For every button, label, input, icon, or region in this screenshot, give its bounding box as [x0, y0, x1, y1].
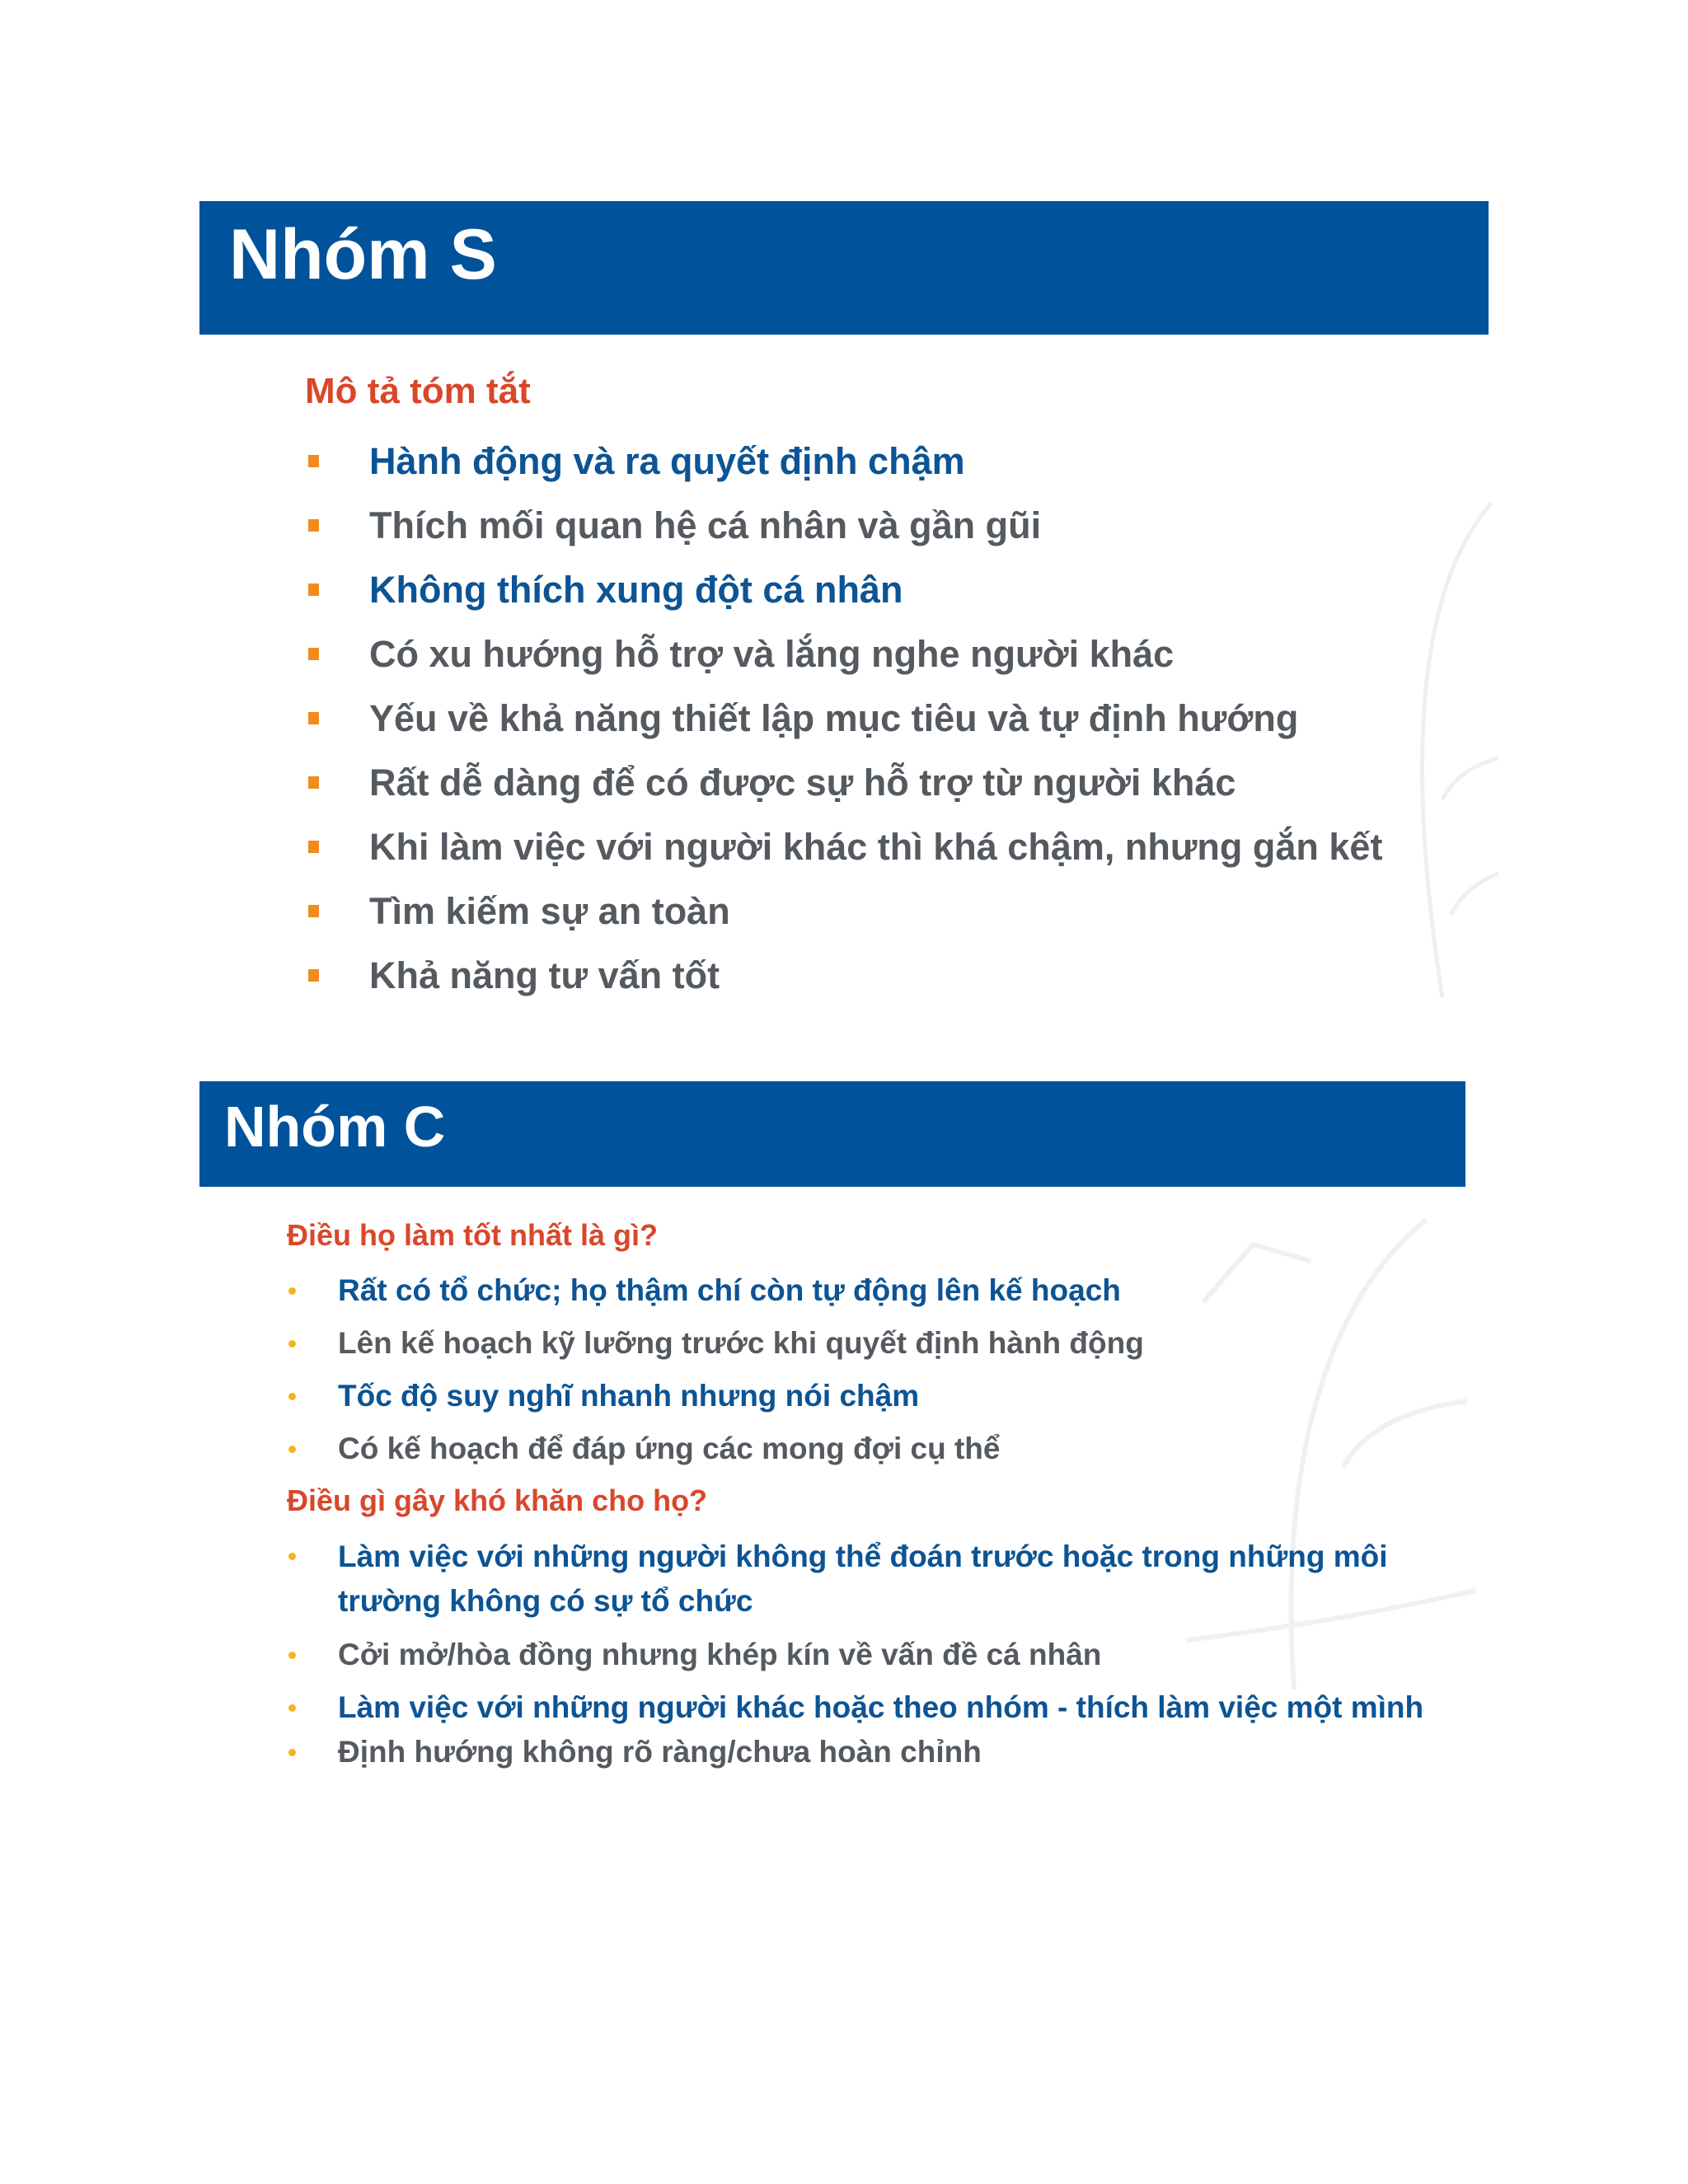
section-s-subtitle: Mô tả tóm tắt — [305, 371, 531, 411]
dot-bullet-icon — [288, 1446, 296, 1453]
list-item: Định hướng không rõ ràng/chưa hoàn chỉnh — [287, 1731, 1492, 1774]
dot-bullet-icon — [288, 1652, 296, 1659]
square-bullet-icon — [308, 776, 319, 789]
section-s-header — [199, 201, 1489, 335]
list-item: Làm việc với những người không thể đoán trước hoặc trong những môi trường không có sự tổ chức — [287, 1535, 1492, 1624]
square-bullet-icon — [308, 583, 319, 596]
strengths-list — [287, 1269, 1144, 1480]
list-item: Rất dễ dàng để có được sự hỗ trợ từ người khác — [308, 758, 1382, 823]
list-item: Làm việc với những người khác hoặc theo nhóm - thích làm việc một mình — [287, 1686, 1492, 1729]
list-item: Lên kế hoạch kỹ lưỡng trước khi quyết định hành động — [287, 1322, 1144, 1375]
list-item: Tốc độ suy nghĩ nhanh nhưng nói chậm — [287, 1375, 1144, 1427]
list-item: Tìm kiếm sự an toàn — [308, 887, 1382, 951]
square-bullet-icon — [308, 648, 319, 660]
list-item: Khả năng tư vấn tốt — [308, 951, 1382, 1015]
section-c-title: Nhóm C — [224, 1094, 446, 1159]
list-item: Không thích xung đột cá nhân — [308, 565, 1382, 630]
strengths-heading: Điều họ làm tốt nhất là gì? — [287, 1218, 658, 1252]
square-bullet-icon — [308, 969, 319, 982]
square-bullet-icon — [308, 905, 319, 917]
section-s-title: Nhóm S — [229, 215, 497, 294]
list-item: Rất có tổ chức; họ thậm chí còn tự động lên kế hoạch — [287, 1269, 1144, 1322]
section-c-header — [199, 1081, 1465, 1187]
dot-bullet-icon — [288, 1287, 296, 1295]
section-s-list — [308, 437, 1382, 1015]
list-item: Yếu về khả năng thiết lập mục tiêu và tự định hướng — [308, 694, 1382, 758]
list-item: Cởi mở/hòa đồng nhưng khép kín về vấn đề cá nhân — [287, 1633, 1492, 1676]
dot-bullet-icon — [288, 1704, 296, 1712]
dot-bullet-icon — [288, 1393, 296, 1400]
dot-bullet-icon — [288, 1553, 296, 1560]
square-bullet-icon — [308, 455, 319, 467]
list-item: Khi làm việc với người khác thì khá chậm, nhưng gắn kết — [308, 823, 1382, 887]
list-item: Thích mối quan hệ cá nhân và gần gũi — [308, 501, 1382, 565]
list-item: Hành động và ra quyết định chậm — [308, 437, 1382, 501]
list-item: Có kế hoạch để đáp ứng các mong đợi cụ thể — [287, 1427, 1144, 1480]
dot-bullet-icon — [288, 1749, 296, 1756]
square-bullet-icon — [308, 712, 319, 724]
square-bullet-icon — [308, 841, 319, 853]
list-item: Có xu hướng hỗ trợ và lắng nghe người khác — [308, 630, 1382, 694]
difficulties-heading: Điều gì gây khó khăn cho họ? — [287, 1483, 708, 1517]
dot-bullet-icon — [288, 1340, 296, 1347]
square-bullet-icon — [308, 519, 319, 532]
difficulties-list — [287, 1535, 1492, 1783]
